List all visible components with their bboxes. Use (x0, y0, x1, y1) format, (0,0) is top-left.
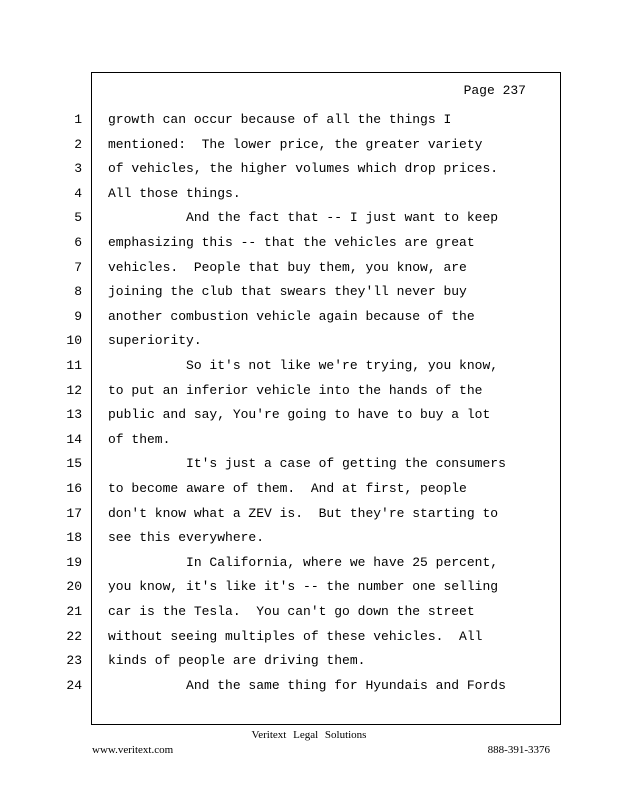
line-number: 2 (74, 136, 82, 152)
transcript-line: without seeing multiples of these vehicles. All (108, 628, 483, 644)
line-number: 7 (74, 259, 82, 275)
line-number: 19 (66, 554, 82, 570)
line-number: 20 (66, 579, 82, 595)
line-number: 16 (66, 481, 82, 496)
line-number: 8 (74, 284, 82, 300)
line-number: 17 (66, 505, 82, 521)
transcript-line: car is the Tesla. You can't go down the street (108, 604, 475, 619)
line-number: 24 (66, 677, 82, 693)
transcript-line: vehicles. People that buy them, you know, are (108, 259, 467, 275)
line-number: 11 (66, 358, 82, 373)
transcript-line: mentioned: The lower price, the greater variety (108, 136, 483, 152)
transcript-line: And the same thing for Hyundais and Fords (108, 677, 506, 693)
transcript-line: growth can occur because of all the things I (108, 112, 452, 127)
line-number: 13 (66, 407, 82, 423)
line-number: 22 (66, 628, 82, 644)
transcript-line: In California, where we have 25 percent, (108, 554, 499, 570)
transcript-line: don't know what a ZEV is. But they're starting to (108, 505, 499, 521)
transcript-line: And the fact that -- I just want to keep (108, 210, 499, 226)
transcript-line: joining the club that swears they'll never buy (108, 284, 467, 300)
line-number: 23 (66, 653, 82, 669)
line-number: 1 (74, 112, 82, 127)
transcript-line: public and say, You're going to have to buy a lot (108, 407, 491, 423)
footer-phone: 888-391-3376 (487, 744, 550, 756)
transcript-line: of them. (108, 431, 171, 447)
transcript-line: emphasizing this -- that the vehicles are great (108, 235, 475, 250)
transcript-line: see this everywhere. (108, 530, 265, 546)
transcript-line: of vehicles, the higher volumes which drop prices. (108, 161, 499, 177)
line-number: 3 (74, 161, 82, 177)
line-number: 14 (66, 431, 82, 447)
page-number: Page 237 (463, 83, 526, 98)
line-number: 4 (74, 185, 82, 201)
line-number: 18 (66, 530, 82, 546)
line-number: 21 (66, 604, 82, 619)
transcript-line: So it's not like we're trying, you know, (108, 358, 499, 373)
transcript-line: All those things. (108, 185, 241, 201)
transcript-line: another combustion vehicle again because of the (108, 308, 475, 324)
transcript-line: you know, it's like it's -- the number one selling (108, 579, 499, 595)
line-number: 5 (74, 210, 82, 226)
line-number: 12 (66, 382, 82, 398)
transcript-line: to become aware of them. And at first, people (108, 481, 467, 496)
footer-company: Veritext Legal Solutions (251, 729, 367, 741)
transcript-line: kinds of people are driving them. (108, 653, 366, 669)
footer-website: www.veritext.com (92, 744, 174, 756)
line-number: 15 (66, 456, 82, 472)
line-number: 9 (74, 308, 82, 324)
line-number: 10 (66, 333, 82, 349)
line-number: 6 (74, 235, 82, 250)
transcript-line: superiority. (108, 333, 202, 349)
transcript-line: to put an inferior vehicle into the hands of the (108, 382, 483, 398)
transcript-line: It's just a case of getting the consumers (108, 456, 506, 472)
